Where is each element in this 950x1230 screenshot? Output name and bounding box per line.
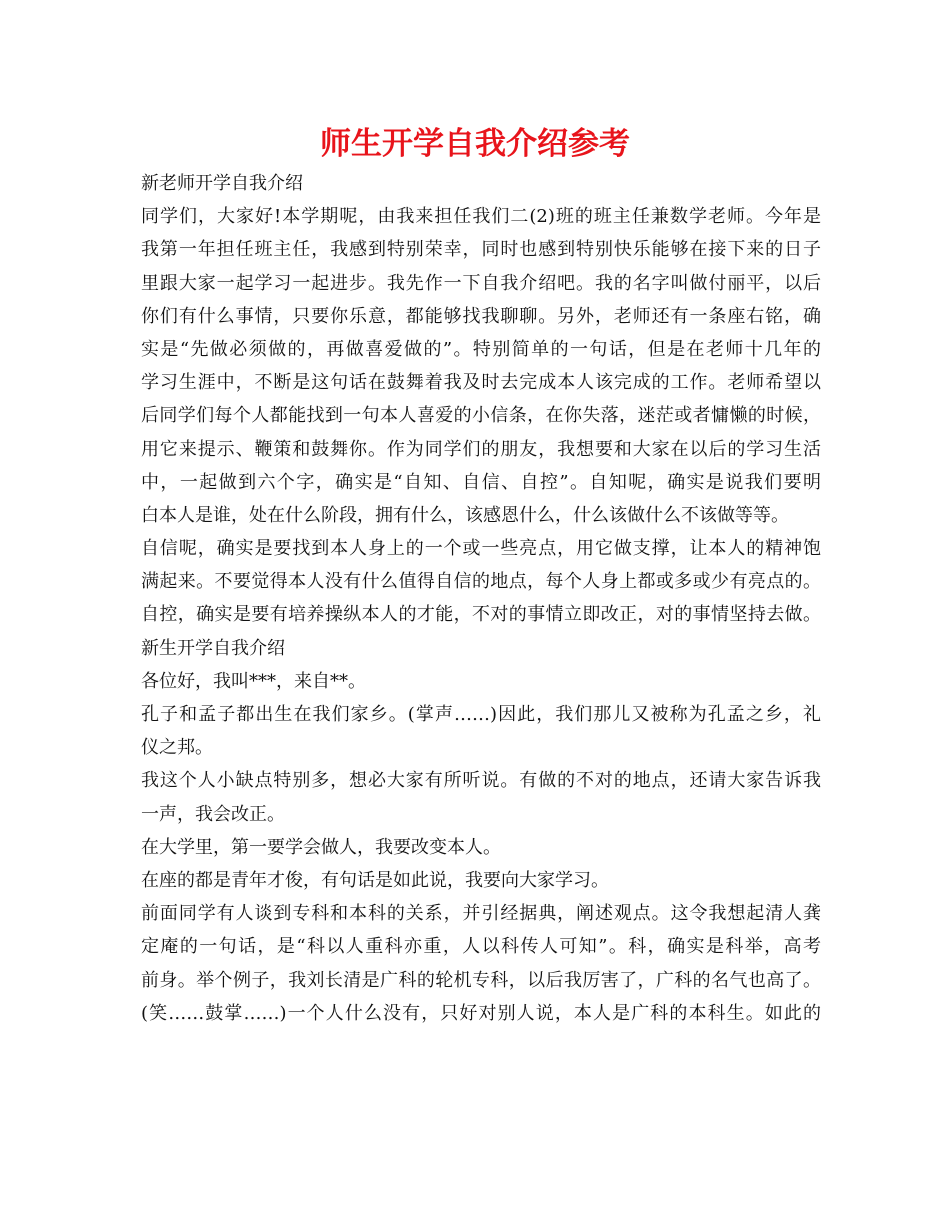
paragraph-line: 在大学里，第一要学会做人，我要改变本人。	[141, 836, 501, 858]
paragraph-line: 各位好，我叫***，来自**。	[141, 670, 366, 692]
paragraph-line: 实是“先做必须做的，再做喜爱做的”。特别简单的一句话，但是在老师十几年的	[141, 338, 821, 360]
paragraph-line: 前身。举个例子，我刘长清是广科的轮机专科，以后我厉害了，广科的名气也高了。	[141, 969, 821, 991]
paragraph-line: 你们有什么事情，只要你乐意，都能够找我聊聊。另外，老师还有一条座右铭，确	[141, 305, 821, 327]
paragraph-line: 里跟大家一起学习一起进步。我先作一下自我介绍吧。我的名字叫做付丽平，以后	[141, 272, 821, 294]
paragraph-line: 仪之邦。	[141, 737, 213, 759]
paragraph-line: 中，一起做到六个字，确实是“自知、自信、自控”。自知呢，确实是说我们要明	[141, 471, 821, 493]
paragraph-line: 定庵的一句话，是“科以人重科亦重，人以科传人可知”。科，确实是科举，高考	[141, 936, 821, 958]
paragraph-line: 学习生涯中，不断是这句话在鼓舞着我及时去完成本人该完成的工作。老师希望以	[141, 372, 821, 394]
paragraph-line: 用它来提示、鞭策和鼓舞你。作为同学们的朋友，我想要和大家在以后的学习生活	[141, 438, 821, 460]
section-heading-teacher: 新老师开学自我介绍	[141, 173, 303, 194]
paragraph-line: 白本人是谁，处在什么阶段，拥有什么，该感恩什么，什么该做什么不该做等等。	[141, 504, 789, 526]
paragraph-line: 满起来。不要觉得本人没有什么值得自信的地点，每个人身上都或多或少有亮点的。	[141, 571, 821, 593]
paragraph-line: 自控，确实是要有培养操纵本人的才能，不对的事情立即改正，对的事情坚持去做。	[141, 604, 821, 626]
paragraph-line: 同学们，大家好!本学期呢，由我来担任我们二(2)班的班主任兼数学老师。今年是	[141, 206, 821, 228]
paragraph-line: 在座的都是青年才俊，有句话是如此说，我要向大家学习。	[141, 869, 609, 891]
paragraph-line: (笑……鼓掌……)一个人什么没有，只好对别人说，本人是广科的本科生。如此的	[141, 1002, 821, 1024]
paragraph-line: 我这个人小缺点特别多，想必大家有所听说。有做的不对的地点，还请大家告诉我	[141, 770, 821, 792]
paragraph-line: 前面同学有人谈到专科和本科的关系，并引经据典，阐述观点。这令我想起清人龚	[141, 903, 821, 925]
paragraph-line: 后同学们每个人都能找到一句本人喜爱的小信条，在你失落，迷茫或者慵懒的时候，	[141, 405, 821, 427]
section-heading-student: 新生开学自我介绍	[141, 637, 285, 659]
document-title: 师生开学自我介绍参考	[320, 126, 630, 162]
document-body	[141, 167, 821, 1030]
paragraph-line: 孔子和孟子都出生在我们家乡。(掌声……)因此，我们那儿又被称为孔孟之乡，礼	[141, 704, 821, 725]
paragraph-line: 我第一年担任班主任，我感到特别荣幸，同时也感到特别快乐能够在接下来的日子	[141, 239, 821, 261]
paragraph-line: 一声，我会改正。	[141, 803, 285, 825]
paragraph-line: 自信呢，确实是要找到本人身上的一个或一些亮点，用它做支撑，让本人的精神饱	[141, 538, 821, 560]
